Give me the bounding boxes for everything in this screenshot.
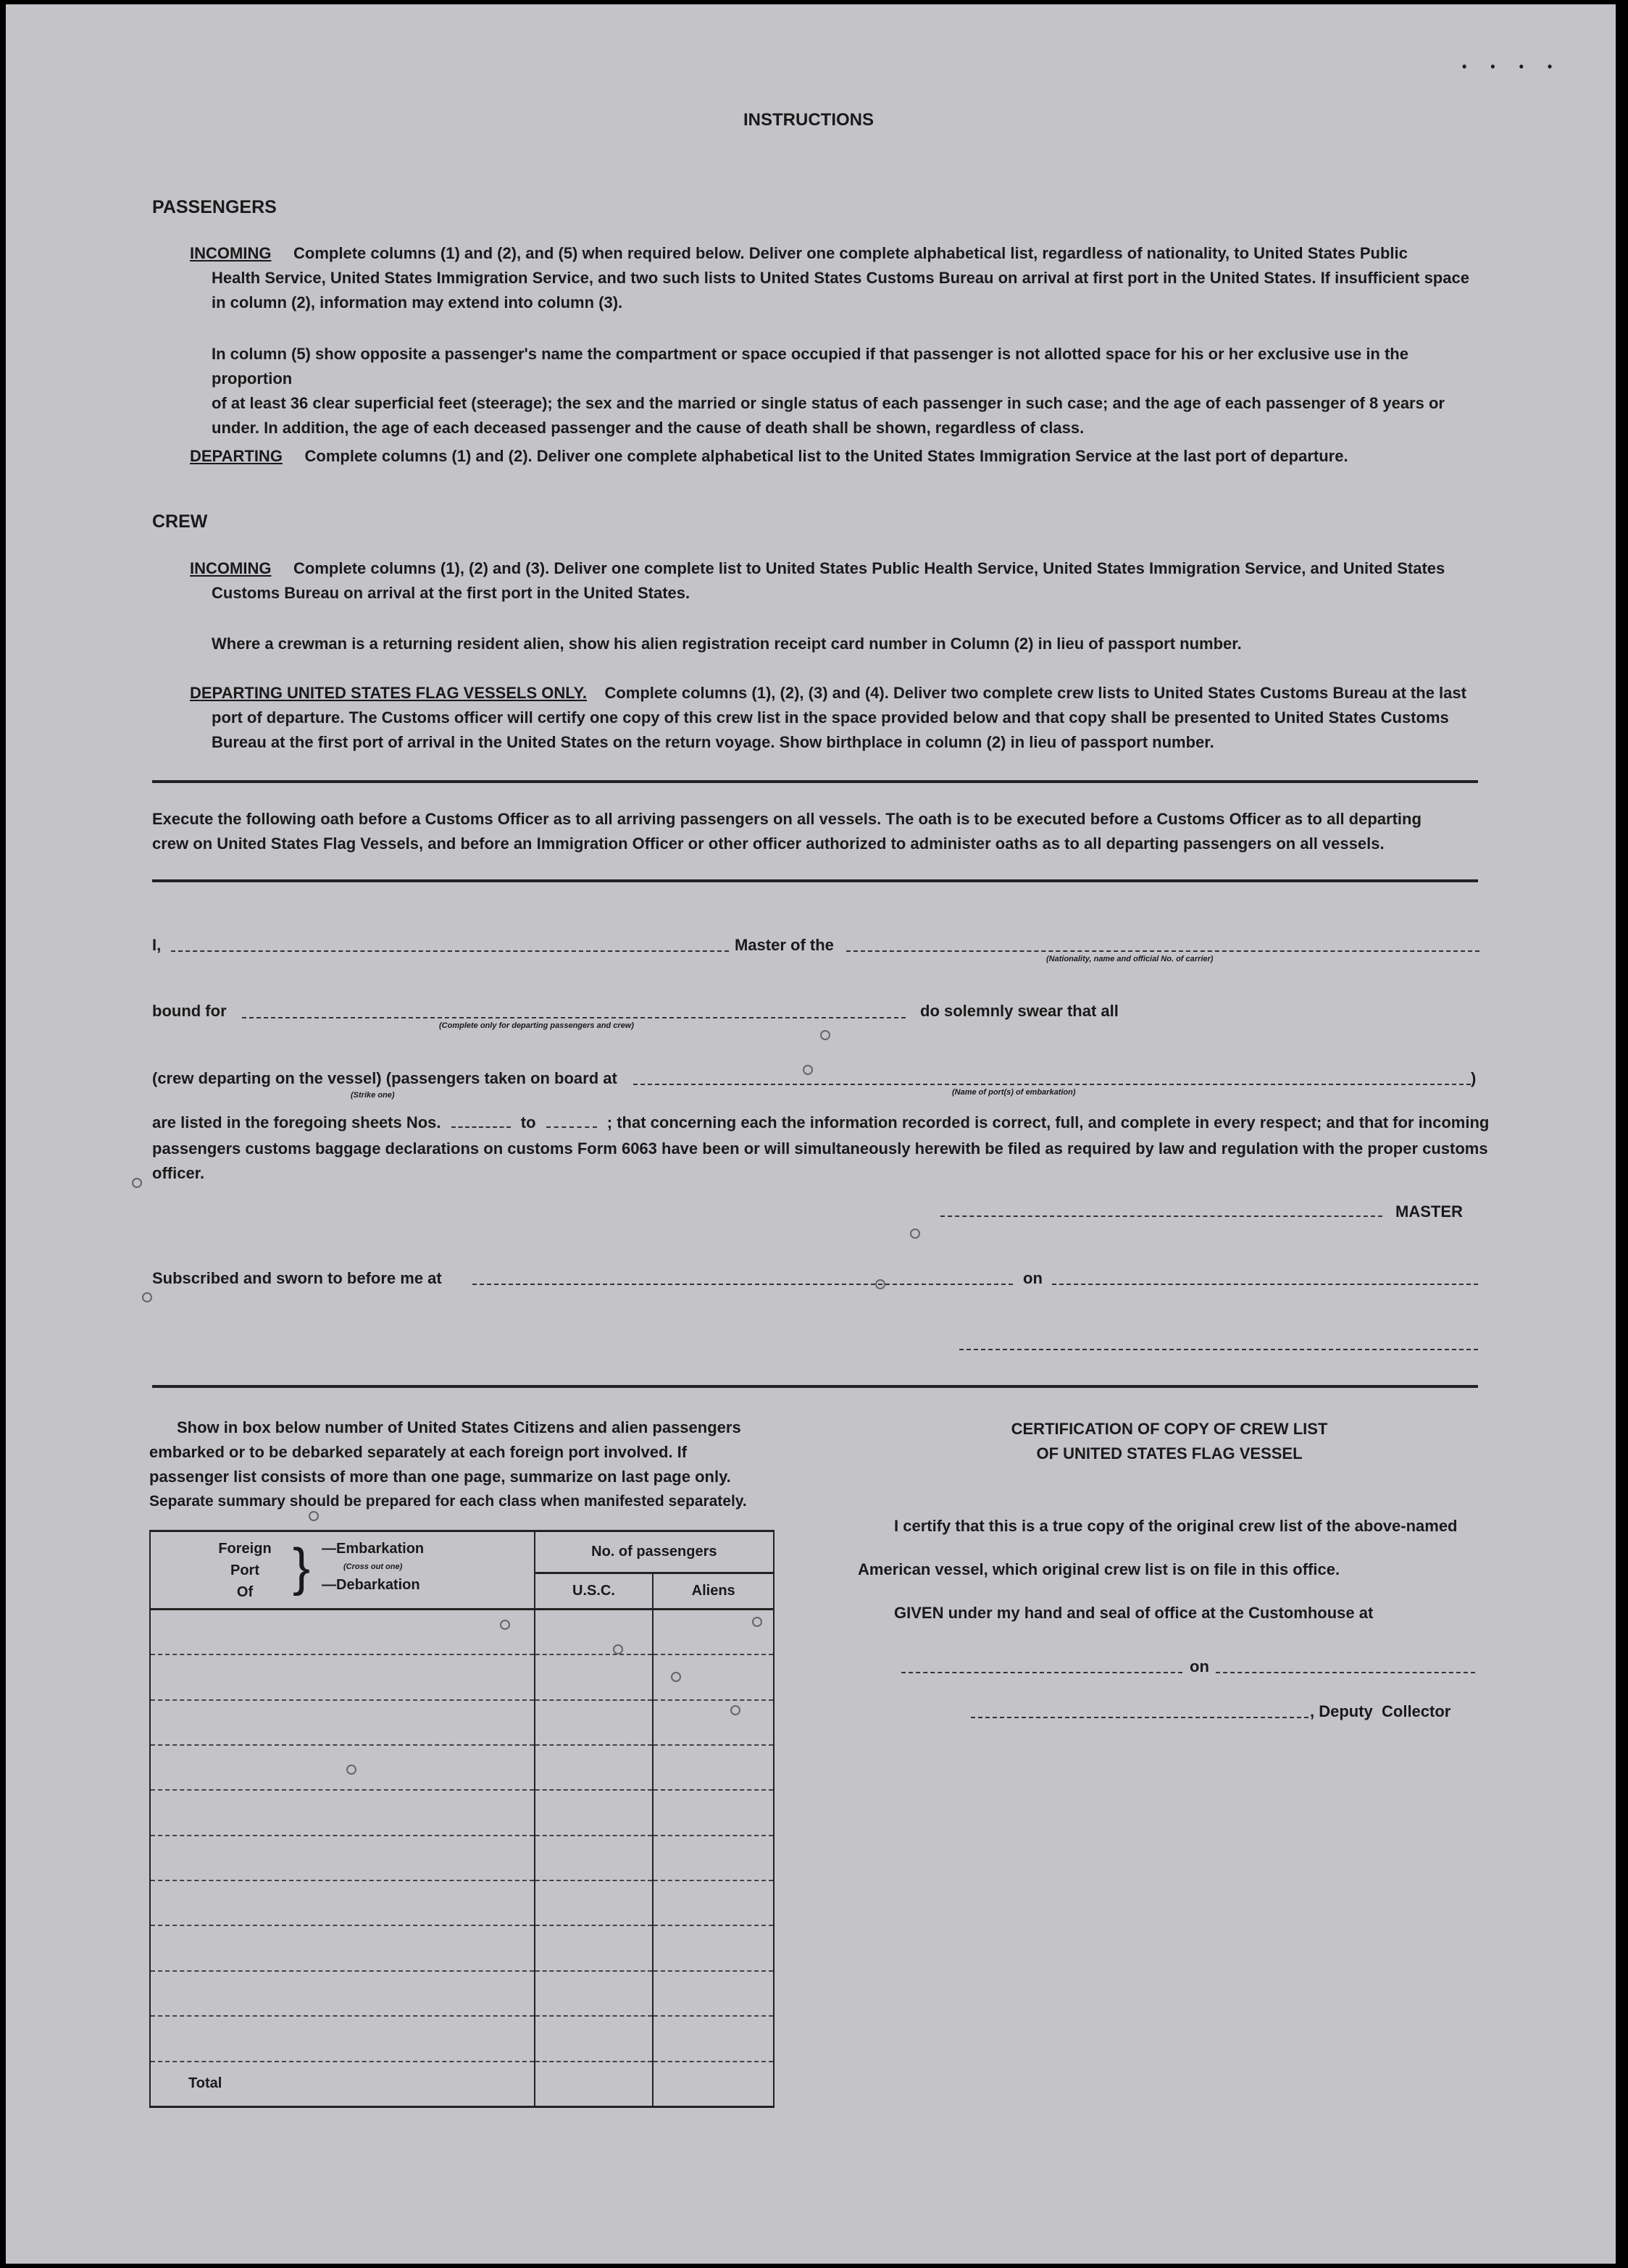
aliens-cell[interactable]	[653, 1836, 774, 1880]
aliens-cell[interactable]	[653, 1700, 774, 1745]
passengers-departing-label: DEPARTING	[190, 447, 283, 465]
port-cell[interactable]	[150, 1790, 535, 1835]
embarkation-ports-field[interactable]	[633, 1084, 1471, 1085]
oath-listed-1a: are listed in the foregoing sheets Nos.	[152, 1113, 441, 1131]
oath-subscribed: Subscribed and sworn to before me at	[152, 1269, 442, 1287]
scan-speck	[730, 1705, 740, 1715]
port-cell[interactable]	[150, 1654, 535, 1699]
oath-close-paren: )	[1471, 1069, 1477, 1087]
aliens-cell[interactable]	[653, 1880, 774, 1925]
port-cell[interactable]	[150, 1745, 535, 1790]
oath-on: on	[1023, 1269, 1043, 1287]
deputy-signature-field[interactable]	[971, 1717, 1308, 1718]
scan-speck	[346, 1765, 356, 1775]
corner-marks: • • • •	[1462, 59, 1563, 74]
scan-speck	[671, 1672, 681, 1682]
scan-speck	[910, 1229, 920, 1239]
usc-cell[interactable]	[535, 1790, 654, 1835]
sheet-to-field[interactable]	[546, 1126, 597, 1128]
passengers-departing-text: Complete columns (1) and (2). Deliver one complete alphabetical list to the United States Immigration Service at the last port of departure.	[304, 447, 1348, 465]
usc-cell[interactable]	[535, 2016, 654, 2061]
officer-signature-field[interactable]	[959, 1349, 1478, 1350]
oath-listed-to: to	[520, 1113, 536, 1131]
port-cell[interactable]	[150, 1971, 535, 2016]
crew-incoming-label: INCOMING	[190, 559, 272, 577]
oath-listed-1b: ; that concerning each the information recorded is correct, full, and complete in every respect; and that for incoming	[606, 1113, 1490, 1131]
total-usc-cell[interactable]	[535, 2062, 654, 2107]
page-title: INSTRUCTIONS	[743, 110, 874, 130]
aliens-cell[interactable]	[653, 1745, 774, 1790]
crew-incoming-block	[190, 556, 1479, 606]
summary-text-2: embarked or to be debarked separately at each foreign port involved. If	[149, 1443, 688, 1461]
scan-speck	[875, 1279, 885, 1289]
oath-i: I,	[152, 936, 162, 954]
scan-speck	[820, 1030, 830, 1040]
header-of: Of	[236, 1584, 254, 1600]
passengers-col5-text-3: under. In addition, the age of each deceased passenger and the cause of death shall be shown, regardless of class.	[212, 419, 1085, 437]
header-foreign: Foreign	[218, 1541, 272, 1557]
oath-intro	[152, 807, 1479, 856]
total-label-cell	[150, 2062, 535, 2107]
certify-on: on	[1190, 1657, 1209, 1675]
divider-1	[152, 780, 1478, 783]
usc-cell[interactable]	[535, 1654, 654, 1699]
oath-listed-line	[152, 1110, 1490, 1135]
aliens-cell[interactable]	[653, 2016, 774, 2061]
passengers-col5-block	[212, 342, 1479, 440]
oath-listed-2: passengers customs baggage declarations on customs Form 6063 have been or will simultaneously herewith be filed as required by law and regulation with the proper customs	[152, 1139, 1488, 1158]
passengers-incoming-text-2: Health Service, United States Immigration Service, and two such lists to United States Customs Bureau on arrival at first port in the United States. If insufficient space	[212, 269, 1469, 287]
usc-header: U.S.C.	[535, 1573, 654, 1610]
passengers-incoming-text-1: Complete columns (1) and (2), and (5) when required below. Deliver one complete alphabetical list, regardless of nationality, to United States Public	[293, 244, 1408, 262]
crew-departing-text-1: Complete columns (1), (2), (3) and (4). Deliver two complete crew lists to United States Customs Bureau at the last	[604, 684, 1466, 702]
certification-heading-1: CERTIFICATION OF COPY OF CREW LIST	[1011, 1420, 1328, 1438]
usc-cell[interactable]	[535, 1880, 654, 1925]
port-cell[interactable]	[150, 1610, 535, 1655]
crew-departing-block	[190, 681, 1479, 755]
usc-cell[interactable]	[535, 1925, 654, 1970]
aliens-cell[interactable]	[653, 1790, 774, 1835]
complete-only-note: (Complete only for departing passengers and crew)	[439, 1021, 634, 1030]
ports-note: (Name of port(s) of embarkation)	[952, 1088, 1076, 1097]
strike-one-note: (Strike one)	[351, 1091, 395, 1100]
crew-departing-label: DEPARTING UNITED STATES FLAG VESSELS ONLY.	[190, 684, 588, 702]
port-cell[interactable]	[150, 1836, 535, 1880]
customhouse-field[interactable]	[901, 1672, 1182, 1673]
crew-incoming-text-2: Customs Bureau on arrival at the first port in the United States.	[212, 584, 690, 602]
subscribed-place-field[interactable]	[472, 1284, 1013, 1285]
bound-for-field[interactable]	[242, 1017, 906, 1018]
oath-intro-text-2: crew on United States Flag Vessels, and before an Immigration Officer or other officer authorized to administer oaths as to all departing passengers on all vessels.	[152, 834, 1385, 853]
form-page	[6, 4, 1616, 2264]
aliens-cell[interactable]	[653, 1925, 774, 1970]
oath-intro-text-1: Execute the following oath before a Customs Officer as to all arriving passengers on all vessels. The oath is to be executed before a Customs Officer as to all departing	[152, 810, 1422, 828]
oath-do-solemnly: do solemnly swear that all	[920, 1002, 1119, 1020]
summary-text-block	[149, 1415, 780, 1514]
passengers-incoming-text-3: in column (2), information may extend into column (3).	[212, 293, 623, 311]
port-cell[interactable]	[150, 2016, 535, 2061]
oath-bound-for: bound for	[152, 1002, 227, 1020]
usc-cell[interactable]	[535, 1971, 654, 2016]
master-signature-field[interactable]	[940, 1215, 1382, 1217]
usc-cell[interactable]	[535, 1836, 654, 1880]
header-debarkation: —Debarkation	[322, 1577, 420, 1593]
usc-cell[interactable]	[535, 1700, 654, 1745]
scan-speck	[500, 1620, 510, 1630]
scan-speck	[132, 1178, 142, 1188]
divider-2	[152, 879, 1478, 882]
no-of-passengers-header: No. of passengers	[535, 1531, 774, 1573]
certify-text-1: I certify that this is a true copy of the original crew list of the above-named	[894, 1517, 1458, 1535]
crew-heading: CREW	[152, 511, 208, 532]
header-cross-out: (Cross out one)	[343, 1562, 403, 1571]
certify-text-2: American vessel, which original crew list is on file in this office.	[858, 1560, 1340, 1578]
scan-speck	[309, 1511, 319, 1521]
nationality-note: (Nationality, name and official No. of carrier)	[1046, 955, 1214, 963]
summary-text-4: Separate summary should be prepared for each class when manifested separately.	[149, 1493, 747, 1510]
sheet-from-field[interactable]	[451, 1126, 511, 1128]
certify-deputy: , Deputy Collector	[1310, 1702, 1451, 1720]
scan-speck	[803, 1065, 813, 1075]
crew-departing-text-3: Bureau at the first port of arrival in the United States on the return voyage. Show birthplace in column (2) in lieu of passport number.	[212, 733, 1214, 751]
aliens-cell[interactable]	[653, 1610, 774, 1655]
crew-resident-text: Where a crewman is a returning resident alien, show his alien registration receipt card number in Column (2) in lieu of passport number.	[212, 635, 1242, 653]
passengers-col5-text-1: In column (5) show opposite a passenger's name the compartment or space occupied if that passenger is not allotted space for his or her exclusive use in the proportion	[212, 345, 1408, 388]
oath-listed-3: officer.	[152, 1164, 205, 1182]
usc-cell[interactable]	[535, 1610, 654, 1655]
scan-speck	[142, 1292, 152, 1302]
scan-speck	[613, 1644, 623, 1654]
crew-departing-text-2: port of departure. The Customs officer will certify one copy of this crew list in the space provided below and that copy shall be presented to United States Customs	[212, 708, 1449, 727]
passengers-incoming-label: INCOMING	[190, 244, 272, 262]
oath-crew-departing: (crew departing on the vessel) (passengers taken on board at	[152, 1069, 617, 1087]
oath-master-of-the: Master of the	[735, 936, 834, 954]
scan-speck	[752, 1617, 762, 1627]
certify-date-field[interactable]	[1216, 1672, 1475, 1673]
total-aliens-cell[interactable]	[653, 2062, 774, 2107]
certification-heading	[887, 1417, 1452, 1466]
oath-master: MASTER	[1395, 1202, 1463, 1221]
passengers-incoming-block	[190, 241, 1479, 315]
carrier-field[interactable]	[846, 950, 1479, 952]
certification-heading-2: OF UNITED STATES FLAG VESSEL	[1036, 1444, 1303, 1463]
summary-text-1: Show in box below number of United States Citizens and alien passengers	[177, 1418, 741, 1436]
port-cell[interactable]	[150, 1925, 535, 1970]
passengers-heading: PASSENGERS	[152, 197, 277, 217]
passenger-summary-table	[149, 1530, 775, 2108]
port-cell[interactable]	[150, 1880, 535, 1925]
header-embarkation: —Embarkation	[322, 1541, 425, 1557]
passengers-col5-text-2: of at least 36 clear superficial feet (steerage); the sex and the married or single status of each passenger in such case; and the age of each passenger of 8 years or	[212, 394, 1445, 412]
passengers-departing-line	[190, 444, 1479, 469]
divider-3	[152, 1385, 1478, 1388]
aliens-cell[interactable]	[653, 1971, 774, 2016]
usc-cell[interactable]	[535, 1745, 654, 1790]
port-cell[interactable]	[150, 1700, 535, 1745]
crew-incoming-text-1: Complete columns (1), (2) and (3). Deliver one complete list to United States Public Health Service, United States Immigration Service, and United States	[293, 559, 1445, 577]
total-label: Total	[188, 2075, 222, 2092]
port-header-cell: Foreign Port Of } —Embarkation (Cross out one) —Debarkation	[150, 1531, 535, 1610]
subscribed-date-field[interactable]	[1052, 1284, 1478, 1285]
summary-text-3: passenger list consists of more than one page, summarize on last page only.	[149, 1468, 731, 1486]
header-port: Port	[230, 1562, 259, 1578]
aliens-header: Aliens	[653, 1573, 774, 1610]
master-name-field[interactable]	[171, 950, 729, 952]
certify-given: GIVEN under my hand and seal of office at the Customhouse at	[894, 1604, 1374, 1622]
